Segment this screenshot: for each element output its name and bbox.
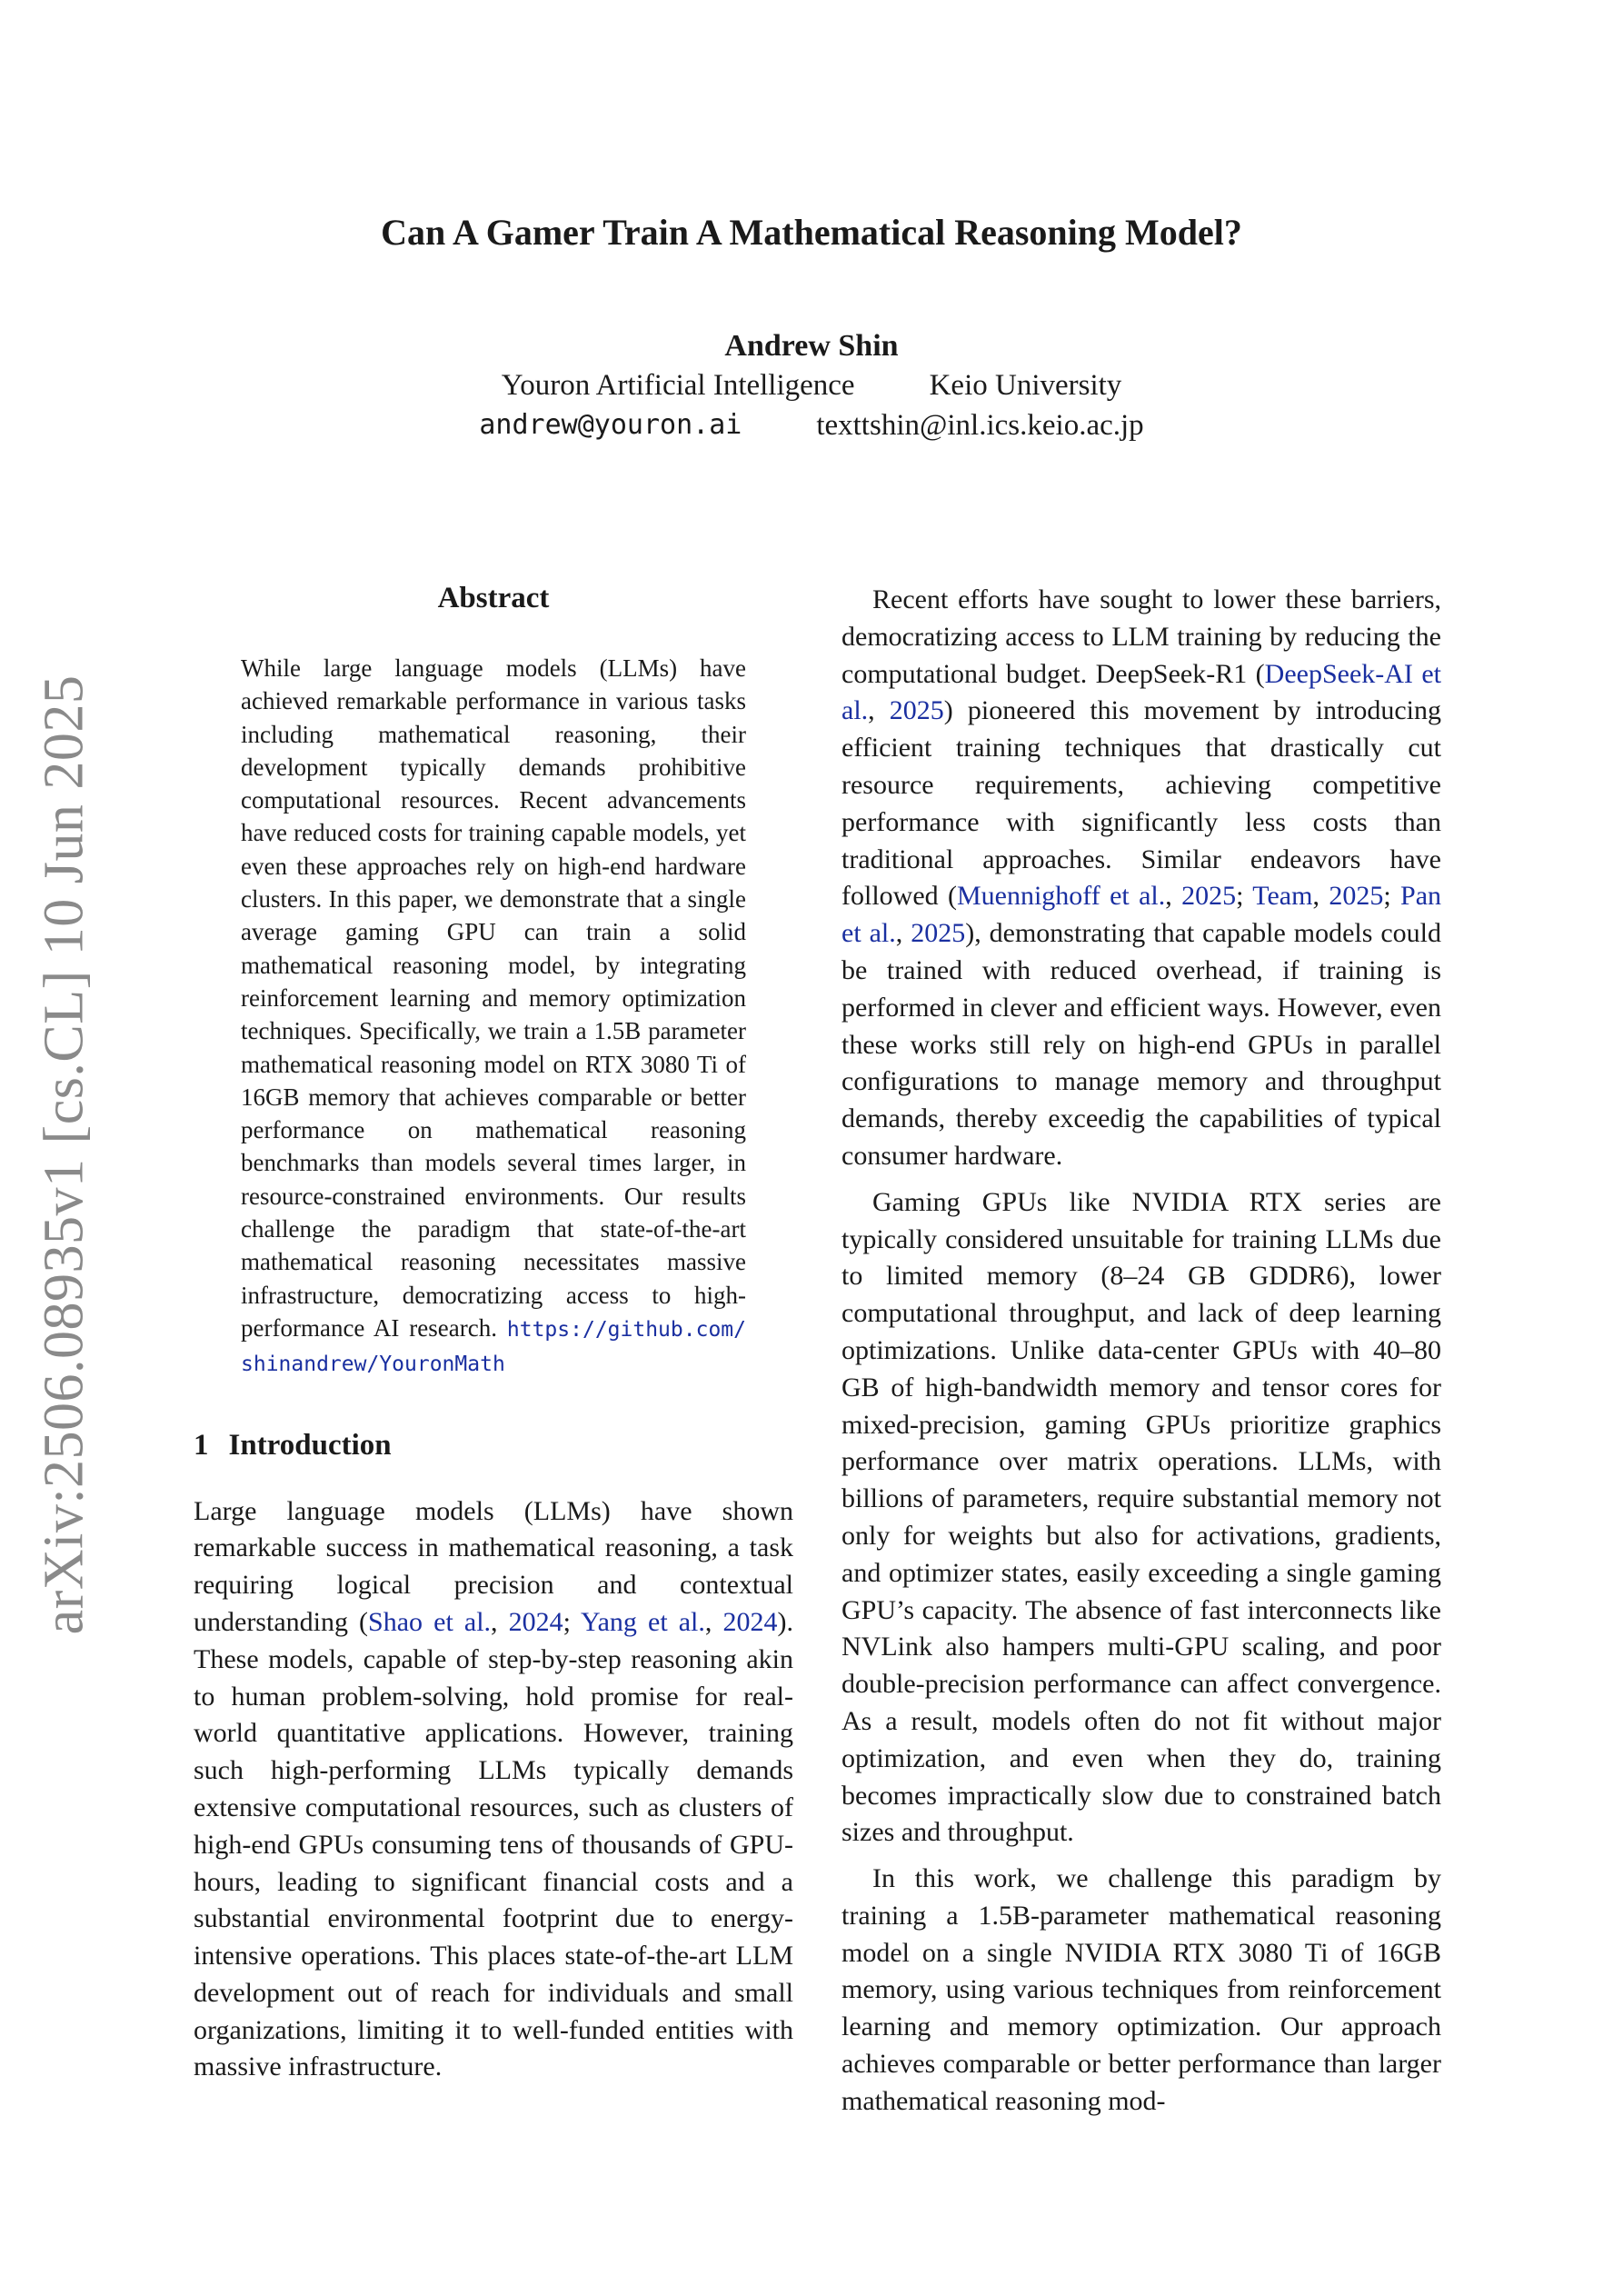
author-name: Andrew Shin (724, 329, 899, 363)
text-run: Large language models (LLMs) have shown remarkable success in mathematical reasoning, a task requiring logical precision and contextual understanding ( (194, 1495, 793, 1637)
section-heading-introduction (194, 1429, 793, 1462)
citation-muennighoff-author[interactable]: Muennighoff et al. (956, 881, 1166, 912)
intro-paragraph-1 (194, 1493, 793, 2087)
text-run: , (1312, 881, 1329, 912)
email-keio: texttshin@inl.ics.keio.ac.jp (816, 409, 1144, 442)
abstract-heading: Abstract (437, 582, 550, 614)
code-url-link[interactable]: https://github.com/shinandrew/YouronMath (241, 1317, 746, 1377)
citation-deepseek-author[interactable]: DeepSeek-AI et al. (841, 658, 1441, 726)
affiliations (0, 369, 1623, 403)
text-run: , (1165, 881, 1182, 912)
text-run: , (895, 918, 911, 949)
emails (0, 409, 1623, 443)
citation-team-author[interactable]: Team (1252, 881, 1313, 912)
section-number: 1 (194, 1428, 209, 1462)
affiliation-keio: Keio University (929, 369, 1122, 402)
text-run: , (491, 1606, 509, 1637)
text-run: ; (1383, 881, 1401, 912)
citation-yang-author[interactable]: Yang et al. (580, 1606, 705, 1637)
arxiv-side-stamp (25, 673, 104, 1636)
arxiv-identifier: arXiv:2506.08935v1 [cs.CL] 10 Jun 2025 (33, 674, 95, 1634)
text-run: ; (1236, 881, 1253, 912)
text-run: , (704, 1606, 723, 1637)
citation-deepseek-year[interactable]: 2025 (889, 695, 944, 726)
citation-muennighoff-year[interactable]: 2025 (1181, 881, 1237, 912)
citation-shao-author[interactable]: Shao et al. (368, 1606, 492, 1637)
affiliation-youron: Youron Artificial Intelligence (501, 369, 855, 402)
paragraph-this-work: In this work, we challenge this paradigm by training a 1.5B-parameter mathematical reasoning model on a single NVIDIA RTX 3080 Ti of 16GB memory, using various techniques from reinforcement learning and memory optimization. Our approach achieves comparable or better performance than larger mathematical reasoning mod- (841, 1863, 1441, 2116)
abstract-text: While large language models (LLMs) have achieved remarkable performance in various tasks including mathematical reasoning, their development typically demands prohibitive computational resources. Recent advancements have reduced costs for training capable models, yet even these approaches rely on high-end hardware clusters. In this paper, we demonstrate that a single average gaming GPU can train a solid mathematical reasoning model, by integrating reinforcement learning and memory optimization techniques. Specifically, we train a 1.5B parameter mathematical reasoning model on RTX 3080 Ti of 16GB memory that achieves comparable or better performance on mathematical reasoning benchmarks than models several times larger, in resource-constrained environments. Our results challenge the paradigm that state-of-the-art mathematical reasoning necessitates massive infrastructure, democratizing access to high-performance AI research. (241, 654, 746, 1342)
citation-shao-year[interactable]: 2024 (508, 1606, 563, 1637)
paragraph-gaming-gpus: Gaming GPUs like NVIDIA RTX series are typically considered unsuitable for training LLMs due to limited memory (8–24 GB GDDR6), lower computational throughput, and lack of deep learning optimizations. Unlike data-center GPUs with 40–80 GB of high-bandwidth memory and tensor cores for mixed-precision, gaming GPUs prioritize graphics performance over matrix operations. LLMs, with billions of parameters, require substantial memory not only for weights but also for activations, gradients, and optimizer states, easily exceeding a single gaming GPU’s capacity. The absence of fast interconnects like NVLink also hampers multi-GPU scaling, and poor double-precision performance can affect convergence. As a result, models often do not fit without major optimization, and even when they do, training becomes impractically slow due to constrained batch sizes and throughput. (841, 1186, 1441, 1848)
right-column (841, 582, 1441, 2121)
citation-pan-year[interactable]: 2025 (911, 918, 966, 949)
paragraph-recent-efforts (841, 582, 1441, 1175)
section-title: Introduction (228, 1428, 392, 1462)
text-run: ), demonstrating that capable models could be trained with reduced overhead, if training is performed in clever and efficient ways. However, even these works still rely on high-end GPUs in parallel configurations to manage memory and throughput demands, thereby exceedig the capabilities of typical consumer hardware. (841, 918, 1441, 1171)
text-run: ) pioneered this movement by introducing efficient training techniques that drastically cut resource requirements, achieving competitive performance with significantly less costs than traditional approaches. Similar endeavors have followed ( (841, 695, 1442, 912)
text-run: , (868, 695, 890, 726)
citation-yang-year[interactable]: 2024 (722, 1606, 778, 1637)
left-column (194, 582, 793, 2086)
email-youron: andrew@youron.ai (479, 409, 742, 441)
text-run: ; (563, 1606, 581, 1637)
paper-title: Can A Gamer Train A Mathematical Reasoning Model? (381, 212, 1242, 253)
abstract-body (241, 652, 746, 1382)
text-run: Recent efforts have sought to lower these barriers, democratizing access to LLM training by reducing the computational budget. DeepSeek-R1 ( (841, 584, 1441, 689)
citation-team-year[interactable]: 2025 (1329, 881, 1384, 912)
text-run: ). These models, capable of step-by-step reasoning akin to human problem-solving, hold promise for real-world quantitative applications. However, training such high-performing LLMs typically demands extensive computational resources, such as clusters of high-end GPUs consuming tens of thousands of GPU-hours, leading to significant financial costs and a substantial environmental footprint due to energy-intensive operations. This places state-of-the-art LLM development out of reach for individuals and small organizations, limiting it to well-funded entities with massive infrastructure. (194, 1606, 793, 2082)
citation-pan-author[interactable]: Pan et al. (841, 881, 1442, 949)
